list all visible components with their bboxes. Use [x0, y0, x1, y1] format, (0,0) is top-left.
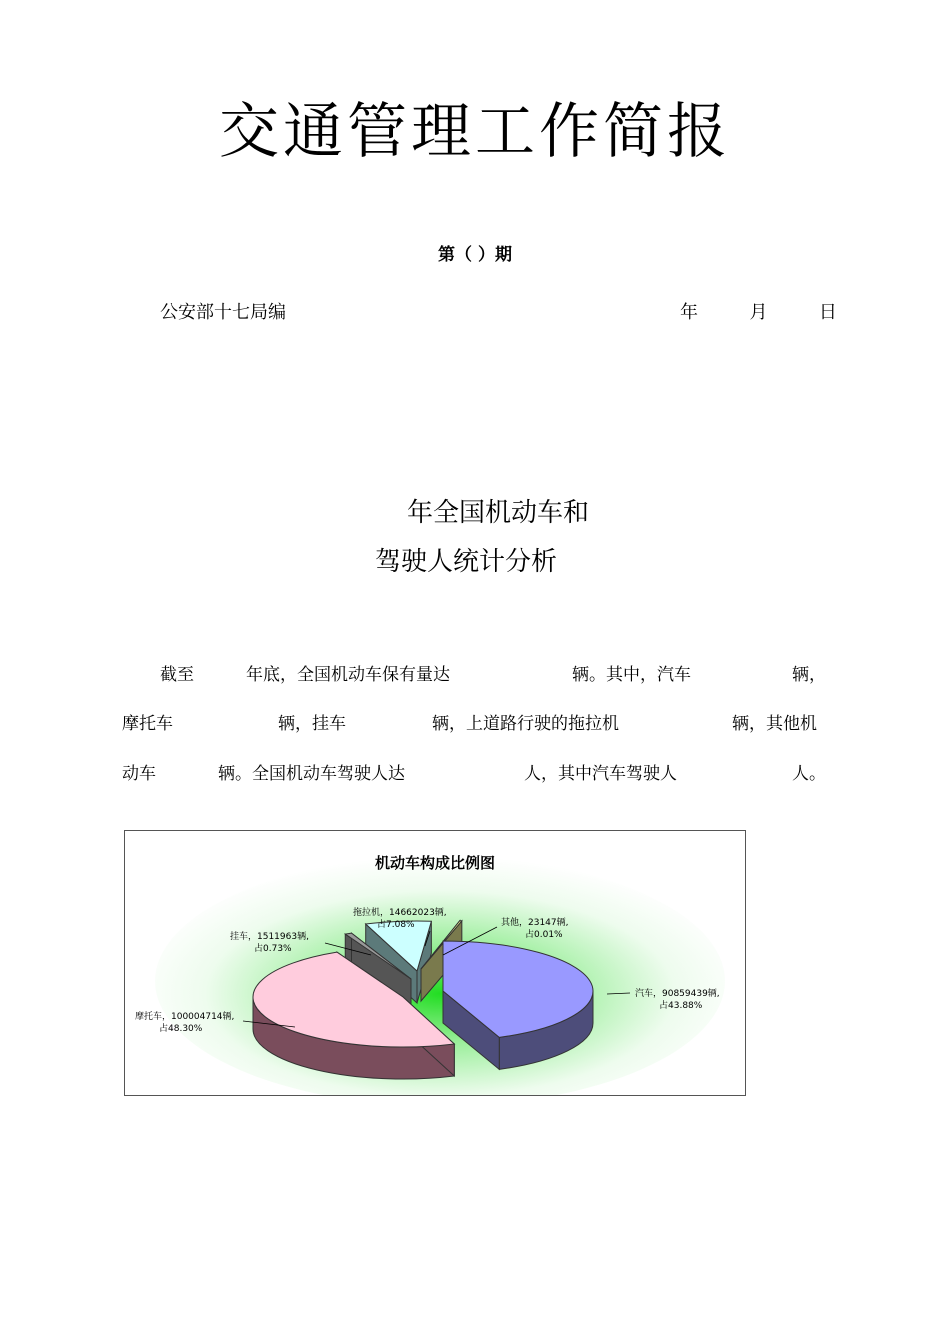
body-text: 动车: [122, 764, 156, 784]
label-trailer: 挂车，1511963辆,占0.73%: [230, 932, 309, 954]
issue-number: 第（ ）期: [438, 245, 512, 265]
body-text: 辆，挂车: [278, 714, 346, 734]
body-text: 人。: [792, 764, 826, 784]
pie-chart-svg: [125, 831, 745, 1095]
vehicle-composition-chart: [124, 830, 746, 1096]
issuer: 公安部十七局编: [160, 302, 286, 323]
body-text: 辆，其他机: [732, 714, 817, 734]
body-text: 辆，上道路行驶的拖拉机: [432, 714, 619, 734]
article-title-line1: 年全国机动车和: [407, 498, 590, 528]
body-text: 摩托车: [122, 714, 173, 734]
article-title-line2: 驾驶人统计分析: [375, 547, 558, 577]
label-motorcycle: 摩托车，100004714辆,占48.30%: [135, 1012, 235, 1034]
label-tractor: 拖拉机，14662023辆,占7.08%: [353, 908, 447, 930]
body-text: 人，其中汽车驾驶人: [524, 764, 677, 784]
label-other: 其他，23147辆,占0.01%: [501, 918, 569, 940]
body-text: 辆，: [792, 665, 826, 685]
chart-title: 机动车构成比例图: [374, 854, 496, 872]
label-car: 汽车，90859439辆,占43.88%: [635, 989, 720, 1011]
issue-date: 年 月 日: [680, 302, 837, 323]
bulletin-title: 交通管理工作简报: [219, 97, 731, 167]
body-text: 辆。其中，汽车: [572, 665, 691, 685]
body-text: 年底，全国机动车保有量达: [246, 665, 450, 685]
body-text: 截至: [160, 665, 194, 685]
body-text: 辆。全国机动车驾驶人达: [218, 764, 405, 784]
